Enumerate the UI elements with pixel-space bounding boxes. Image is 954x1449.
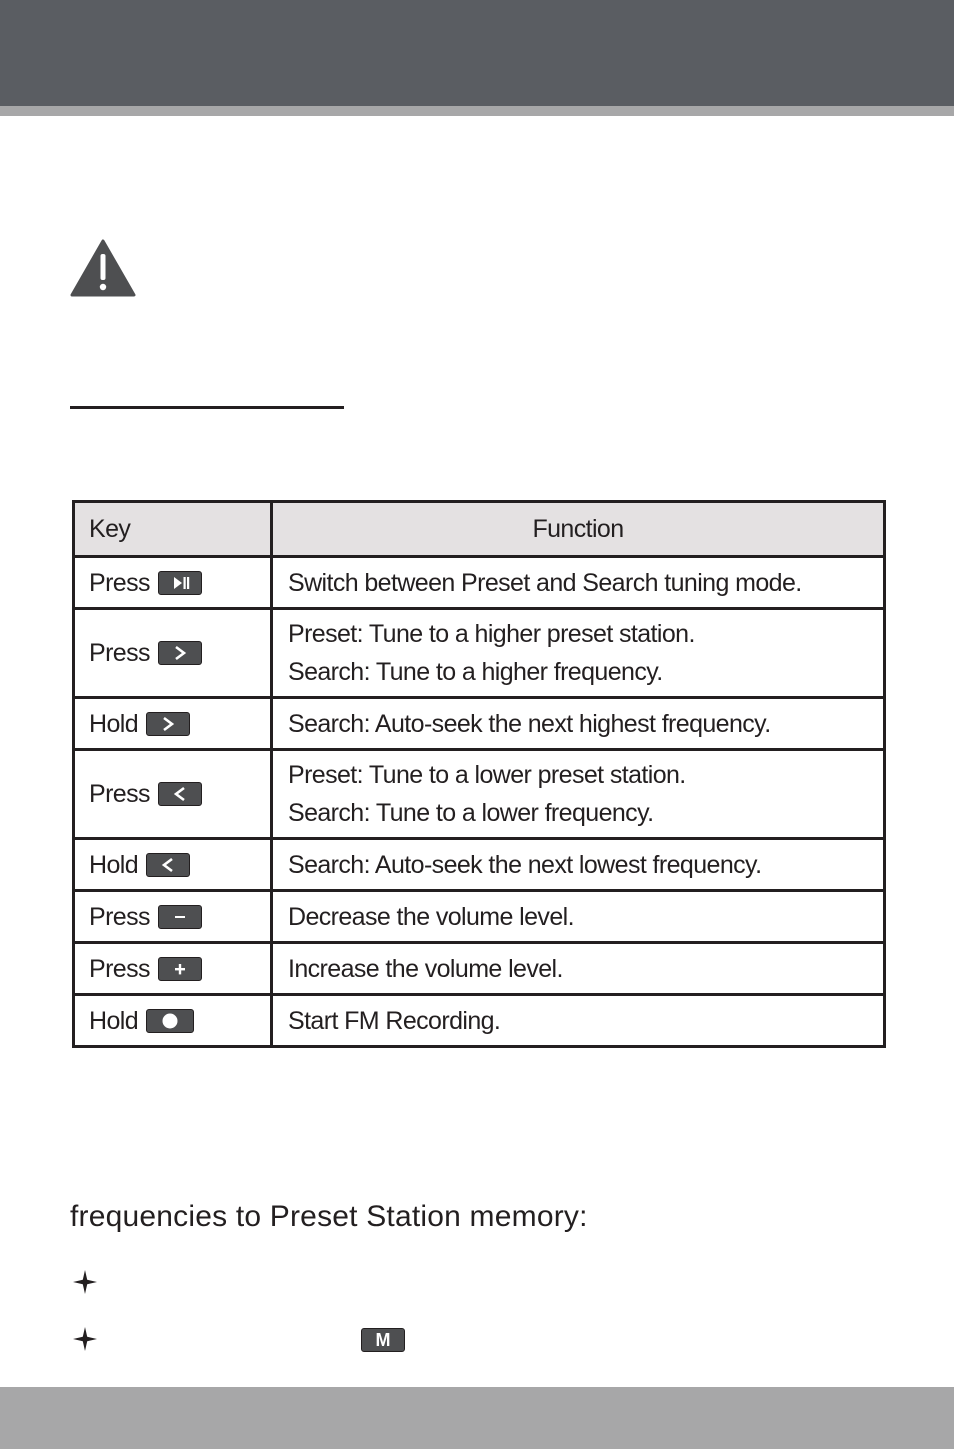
function-cell	[272, 995, 885, 1047]
function-text: Decrease the volume level.	[288, 902, 574, 931]
function-cell	[272, 750, 885, 839]
function-text: Search: Tune to a lower frequency.	[288, 799, 654, 827]
function-cell	[272, 891, 885, 943]
function-text: Search: Tune to a higher frequency.	[288, 658, 663, 686]
previous-button-icon	[158, 782, 202, 806]
section-heading-underline	[70, 406, 344, 409]
key-action: Hold	[89, 850, 139, 879]
preset-intro-text: frequencies to Preset Station memory:	[70, 1200, 588, 1233]
four-point-star-icon	[72, 1326, 98, 1352]
key-action: Press	[89, 954, 150, 983]
table-row	[74, 609, 885, 698]
record-button-icon	[146, 1009, 194, 1033]
function-text: Search: Auto-seek the next highest frequency.	[288, 709, 771, 738]
key-action: Press	[89, 568, 150, 597]
function-cell	[272, 557, 885, 609]
minus-button-icon	[158, 905, 202, 929]
key-cell	[74, 698, 272, 750]
function-text: Start FM Recording.	[288, 1006, 501, 1035]
key-cell	[74, 995, 272, 1047]
function-cell	[272, 839, 885, 891]
key-column-header: Key	[74, 502, 272, 557]
table-row	[74, 891, 885, 943]
function-cell	[272, 943, 885, 995]
top-header-stripe	[0, 106, 954, 116]
table-row	[74, 750, 885, 839]
function-cell	[272, 698, 885, 750]
four-point-star-icon	[72, 1269, 98, 1295]
key-action: Press	[89, 639, 150, 667]
key-action: Press	[89, 902, 150, 931]
next-button-icon	[158, 641, 202, 665]
warning-icon	[70, 239, 136, 297]
key-cell	[74, 839, 272, 891]
key-cell	[74, 609, 272, 698]
bottom-footer-bar	[0, 1387, 954, 1449]
function-text: Preset: Tune to a lower preset station.	[288, 761, 686, 789]
function-text: Search: Auto-seek the next lowest frequency.	[288, 850, 762, 879]
table-row	[74, 698, 885, 750]
key-action: Hold	[89, 709, 139, 738]
table-row	[74, 557, 885, 609]
function-text: Switch between Preset and Search tuning mode.	[288, 568, 802, 597]
key-action: Hold	[89, 1006, 139, 1035]
table-row	[74, 995, 885, 1047]
table-row	[74, 943, 885, 995]
next-button-icon	[146, 712, 190, 736]
plus-button-icon	[158, 957, 202, 981]
function-cell	[272, 609, 885, 698]
function-text: Increase the volume level.	[288, 954, 563, 983]
key-action: Press	[89, 780, 150, 808]
key-cell	[74, 943, 272, 995]
key-function-table	[72, 500, 886, 1048]
table-row	[74, 839, 885, 891]
key-cell	[74, 557, 272, 609]
key-cell	[74, 891, 272, 943]
previous-button-icon	[146, 853, 190, 877]
play-pause-button-icon	[158, 571, 202, 595]
top-header-bar	[0, 0, 954, 106]
function-text: Preset: Tune to a higher preset station.	[288, 620, 695, 648]
table-header-row	[74, 502, 885, 557]
function-column-header: Function	[272, 502, 885, 557]
key-cell	[74, 750, 272, 839]
m-button-icon: M	[361, 1328, 405, 1352]
